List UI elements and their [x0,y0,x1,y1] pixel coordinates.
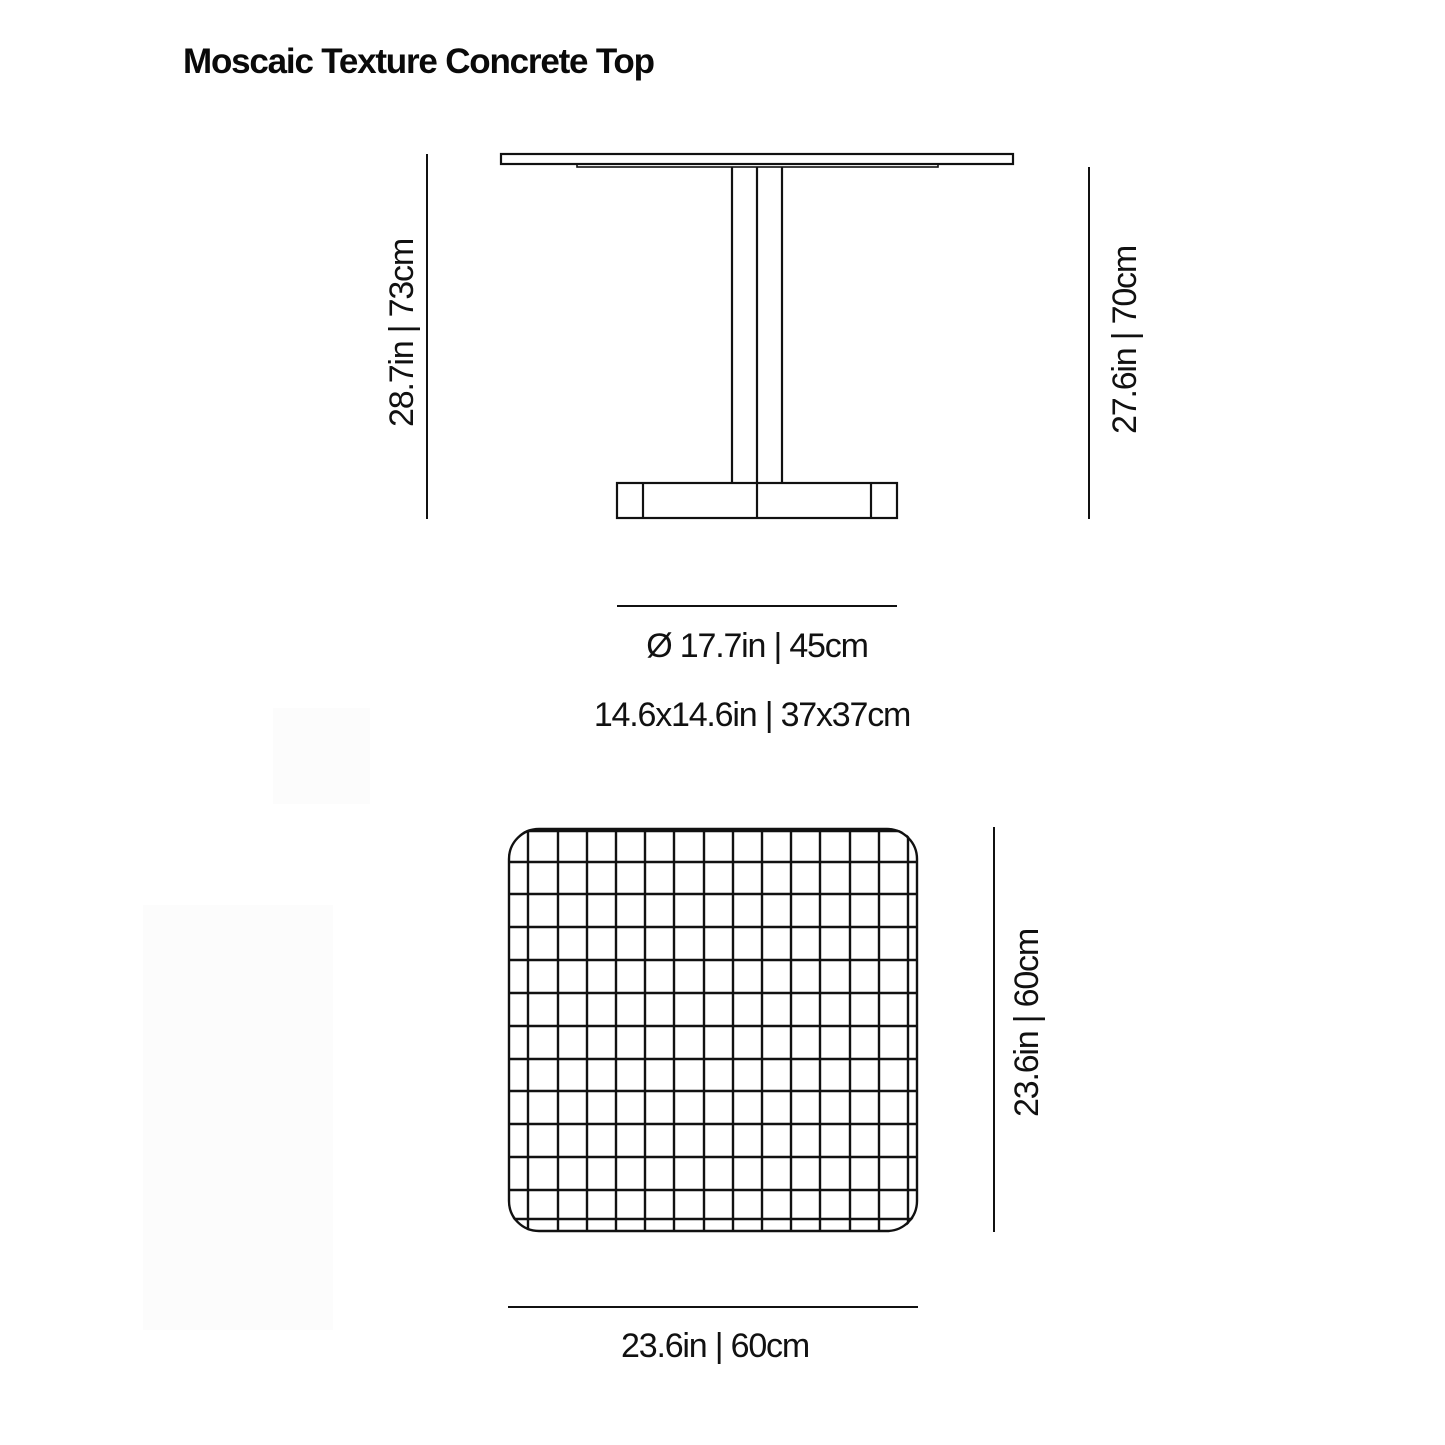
dim-label-top-width: 23.6in | 60cm [621,1327,809,1365]
dim-label-total-height: 28.7in | 73cm [383,239,421,427]
under-plate [577,164,938,167]
top-view-mosaic [500,820,925,1240]
page-title: Moscaic Texture Concrete Top [183,42,654,81]
dim-label-base-diameter: Ø 17.7in | 45cm [646,627,868,665]
tabletop-side [501,154,1013,164]
dim-label-top-depth: 23.6in | 60cm [1008,929,1046,1117]
tabletop-outline [509,829,917,1231]
side-view-table [501,154,1013,518]
dim-label-base-height: 27.6in | 70cm [1106,246,1144,434]
dim-label-base-square: 14.6x14.6in | 37x37cm [593,696,911,734]
